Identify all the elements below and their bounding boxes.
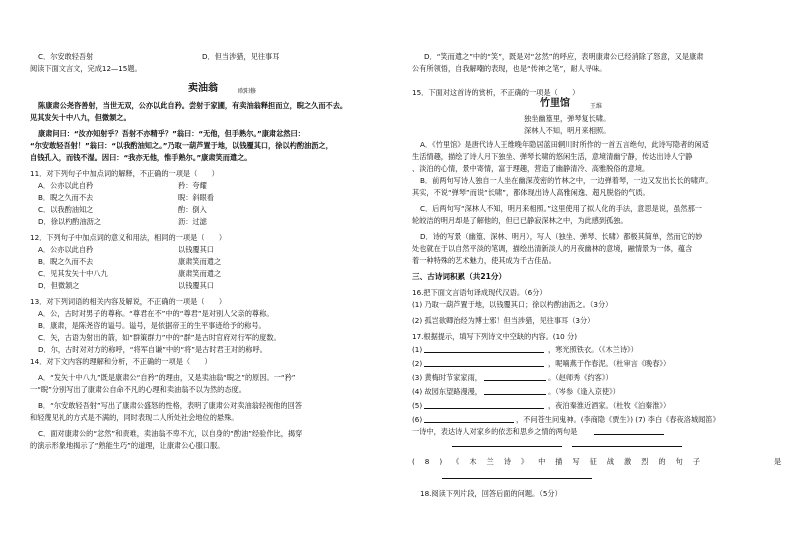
left-text-line: 矜：夸耀 [178,181,207,190]
right-text-line: 独坐幽篁里，弹琴复长啸。 [524,114,611,123]
right-text-line: 其实，不说“弹琴”而说“长啸”，都体现出诗人高雅闲逸、超凡脱俗的气质。 [412,188,650,197]
right-text-line: C．后两句写“深林人不知，明月来相照。”这里使用了拟人化的手法，意思是说，虽然那一 [420,204,702,213]
left-text-line: B．康肃，是陈尧咨的谥号。谥号，是依据帝王的生平事迹给予的称号。 [38,321,266,330]
answer-blank[interactable] [484,387,546,395]
right-text-line: ，不问苍生问鬼神。(李商隐《贾生》) (7) 李白《春夜洛城闻笛》 [516,415,720,424]
left-text-line: 见其发矢十中八九，但微颔之。 [30,113,131,122]
right-text-line: 深林人不知，明月来相照。 [524,126,611,135]
left-text-line: 以钱覆其口 [178,281,214,290]
answer-blank[interactable] [484,373,546,381]
right-text-line: 17.根据提示，填写下列诗文中空缺的内容。(10 分) [412,332,578,341]
left-text-line: 康肃问曰：“汝亦知射乎？吾射不亦精乎？”翁曰：“无他，但手熟尔。”康肃忿然曰： [38,129,305,138]
answer-blank[interactable] [424,415,514,423]
left-text-line: 康肃笑而遣之 [178,257,222,266]
right-text-line: 。（赵师秀《约客》） [548,373,613,382]
left-text-line: 11．对下列句子中加点词的解释，不正确的一项是（ ） [30,169,219,178]
left-text-line: B．睨之久而不去 [38,193,94,202]
poem-title-zhuliguan: 竹里馆 [540,98,570,109]
answer-blank[interactable] [594,427,664,435]
left-text-line: A．“发矢十中八九”既是康肃公“自矜”的理由，又是卖油翁“睨之”的原因。一“矜” [38,373,296,382]
right-text-line: 着一种特殊的艺术魅力，使其成为千古佳品。 [412,256,556,265]
left-text-line: B．“尔安敢轻吾射”写出了康肃公盛怒的性格，表明了康肃公对卖油翁轻视他的回答 [38,401,302,410]
right-text-line: (1) [412,345,423,354]
left-text-line: B．睨之久而不去 [38,257,94,266]
left-text-line: 的演示形象地揭示了“熟能生巧”的道理，让康肃公心服口服。 [30,441,225,450]
right-text-line: ，寒光照铁衣。（《木兰诗》） [548,345,638,354]
left-text-line: 沥：过滤 [178,217,207,226]
right-text-line: (3) 黄梅时节家家雨， [412,373,482,382]
right-text-line: ，夜泊秦淮近酒家。（杜牧《泊秦淮》） [548,401,671,410]
right-text-line: (2) [412,359,423,368]
right-text-line: (8)《木兰诗》中描写征战激烈的句子 [412,457,710,466]
left-text-line: “尔安敢轻吾射！”翁曰：“以我酌油知之。”乃取一葫芦置于地，以钱覆其口，徐以杓酌油沥之， [30,141,333,150]
left-text-line: 13．对下列词语的相关内容及解说，不正确的一项是（ ） [30,297,227,306]
left-text-line: 一“睨”分别写出了康肃公自命不凡的心理和卖油翁不以为然的态度。 [30,385,246,394]
right-text-line: 公有所领悟，自我解嘲的表现，也是“传神之笔”，耐人寻味。 [412,64,607,73]
left-text-line: 阅读下面文言文，完成12—15题。 [30,64,142,73]
left-text-line: 自钱孔入，而钱不湿。因曰：“我亦无他，惟手熟尔。”康肃笑而遣之。 [30,153,252,162]
left-text-line: 康肃笑而遣之 [178,269,222,278]
right-text-line: D．“笑而遣之”中的“笑”，既是对“忿然”的呼应，表明康肃公已经消除了怒意，又是康肃 [424,52,704,61]
left-text-line: D．尔，古时对对方的称呼，“将军自谦”中的“将”是古时君王对的称呼。 [38,345,267,354]
right-text-line: 三、古诗词积累（共21分） [412,272,507,281]
left-text-line: D．徐以杓酌油沥之 [38,217,102,226]
answer-blank[interactable] [424,401,544,409]
left-text-line: D．但微颔之 [38,281,80,290]
right-text-line: 。（岑参《逢入京使》） [548,387,620,396]
left-text-line: A．公亦以此自矜 [38,181,94,190]
answer-blank[interactable] [442,471,592,479]
right-text-line: ，呢喃燕于作春泥。（杜审言《晚春》） [548,359,671,368]
left-text-line: 14．对下文内容的理解和分析，不正确的一项是（ ） [30,357,212,366]
right-text-line: 生活情趣，描绘了诗人月下独坐、弹琴长啸的悠闲生活，意境清幽宁静，传达出诗人宁静 [412,152,693,161]
author-ouyangxiu: 欧阳修 [238,88,257,95]
left-text-line: C．以我酌油知之 [38,205,94,214]
right-text-line: 处也就在于以自然平淡的笔调，描绘出清新淡人的月夜幽林的意境，融情景为一体，蕴含 [412,244,693,253]
right-text-line: (4) 故园东望路漫漫， [412,387,482,396]
left-text-line: 睨：斜眼看 [178,193,214,202]
right-text-line: 18.阅读下列片段，回答后面的问题。（5分） [420,489,562,498]
answer-blank[interactable] [424,359,544,367]
left-text-line: 陈康肃公尧咨善射，当世无双，公亦以此自矜。尝射于家圃，有卖油翁释担而立，睨之久而不去。 [38,101,348,110]
left-text-line: A．公亦以此自矜 [38,245,94,254]
left-text-line: C．尔安敢轻吾射 [38,52,94,61]
right-text-line: 轮皎洁的明月却是了解他的，但已已静寂深林之中，为此感到孤独。 [412,216,628,225]
left-text-line: 12．下列句子中加点词的意义和用法，相同的一项是（ ） [30,233,227,242]
answer-blank[interactable] [424,345,544,353]
right-text-line: 、淡泊的心情，景中寄情，富于理趣，营造了幽静清冷、高雅脱俗的意境。 [412,164,650,173]
right-text-line: 15．下面对这首诗的赏析，不正确的一项是（ ） [412,88,580,97]
right-text-line: 一诗中，表达诗人对家乡的依恋和思乡之情的两句是 [412,427,578,436]
right-text-line: (2) 孤岂欲卿治经为博士邪！但当涉猎，见往事耳（3分） [412,316,595,325]
right-text-line: (6) [412,415,423,424]
poem-title-maiyouweng: 卖油翁 [188,83,218,94]
right-text-line: (5) [412,401,423,410]
right-text-line: 16.把下面文言语句译成现代汉语。（6分） [412,288,547,297]
left-text-line: 以钱覆其口 [178,245,214,254]
right-text-line: D．诗的写景（幽篁、深林、明月），写人（独坐、弹琴、长啸）都极其简单，然而它的妙 [420,232,703,241]
left-text-line: 和轻蔑见礼的方式是不满的，同时表现二人所处社会地位的悬殊。 [30,413,239,422]
left-text-line: C．面对康肃公的“忿然”和责难，卖油翁不卑不亢，以自身的“酌油”经验作比，揭穿 [38,429,303,438]
left-text-line: A．公，古时对男子的尊称。“尊君在不”中的“尊君”是对别人父亲的尊称。 [38,309,274,318]
right-text-line: 是 [774,457,782,466]
right-text-line: (1) 乃取一葫芦置于地，以钱覆其口；徐以杓酌油沥之。（3分） [412,300,613,309]
left-text-line: 酌：倒入 [178,205,207,214]
left-text-line: C．矢，古语为射出的箭，如“群策群力”中的“群”是古时官府对行军的度数。 [38,333,281,342]
author-wangwei: 王维 [590,103,603,110]
answer-blank[interactable] [452,439,562,447]
answer-blank[interactable] [572,439,682,447]
left-text-line: D．但当涉猎，见往事耳 [202,52,280,61]
right-text-line: B．前两句写诗人独自一人坐在幽深茂密的竹林之中，一边弹着琴，一边又发出长长的啸声。 [420,176,713,185]
left-text-line: C．见其发矢十中八九 [38,269,108,278]
right-text-line: A．《竹里馆》是唐代诗人王维晚年隐居蓝田辋川时所作的一首五言绝句，此诗写隐者的闲适 [420,140,709,149]
